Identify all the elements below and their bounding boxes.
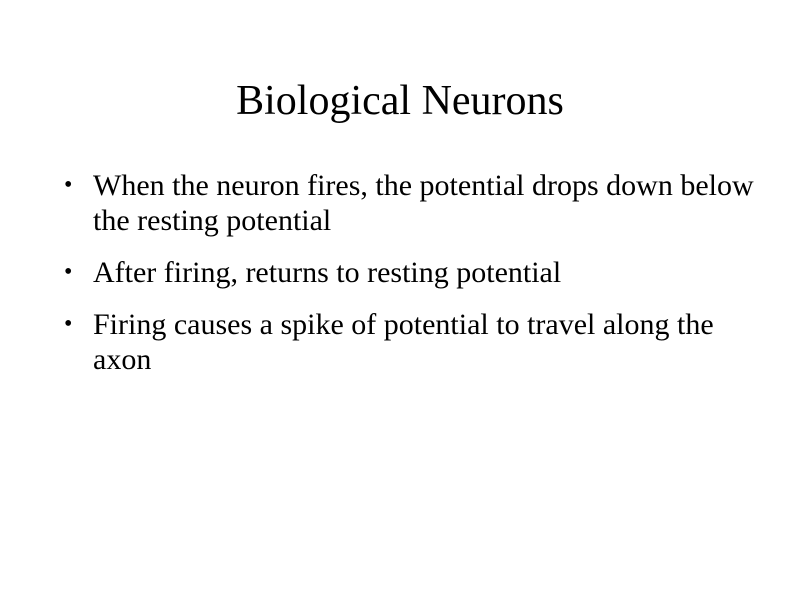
bullet-item xyxy=(64,307,754,377)
bullet-dot-icon: • xyxy=(64,259,73,285)
bullet-text: After firing, returns to resting potential xyxy=(93,256,562,289)
bullet-list xyxy=(64,168,754,394)
bullet-dot-icon: • xyxy=(64,311,73,337)
bullet-text: When the neuron fires, the potential drops down below the resting potential xyxy=(93,169,754,237)
bullet-text: Firing causes a spike of potential to travel along the axon xyxy=(93,308,714,376)
slide-title: Biological Neurons xyxy=(236,78,564,124)
bullet-dot-icon: • xyxy=(64,172,73,198)
bullet-item xyxy=(64,255,754,290)
bullet-item xyxy=(64,168,754,238)
